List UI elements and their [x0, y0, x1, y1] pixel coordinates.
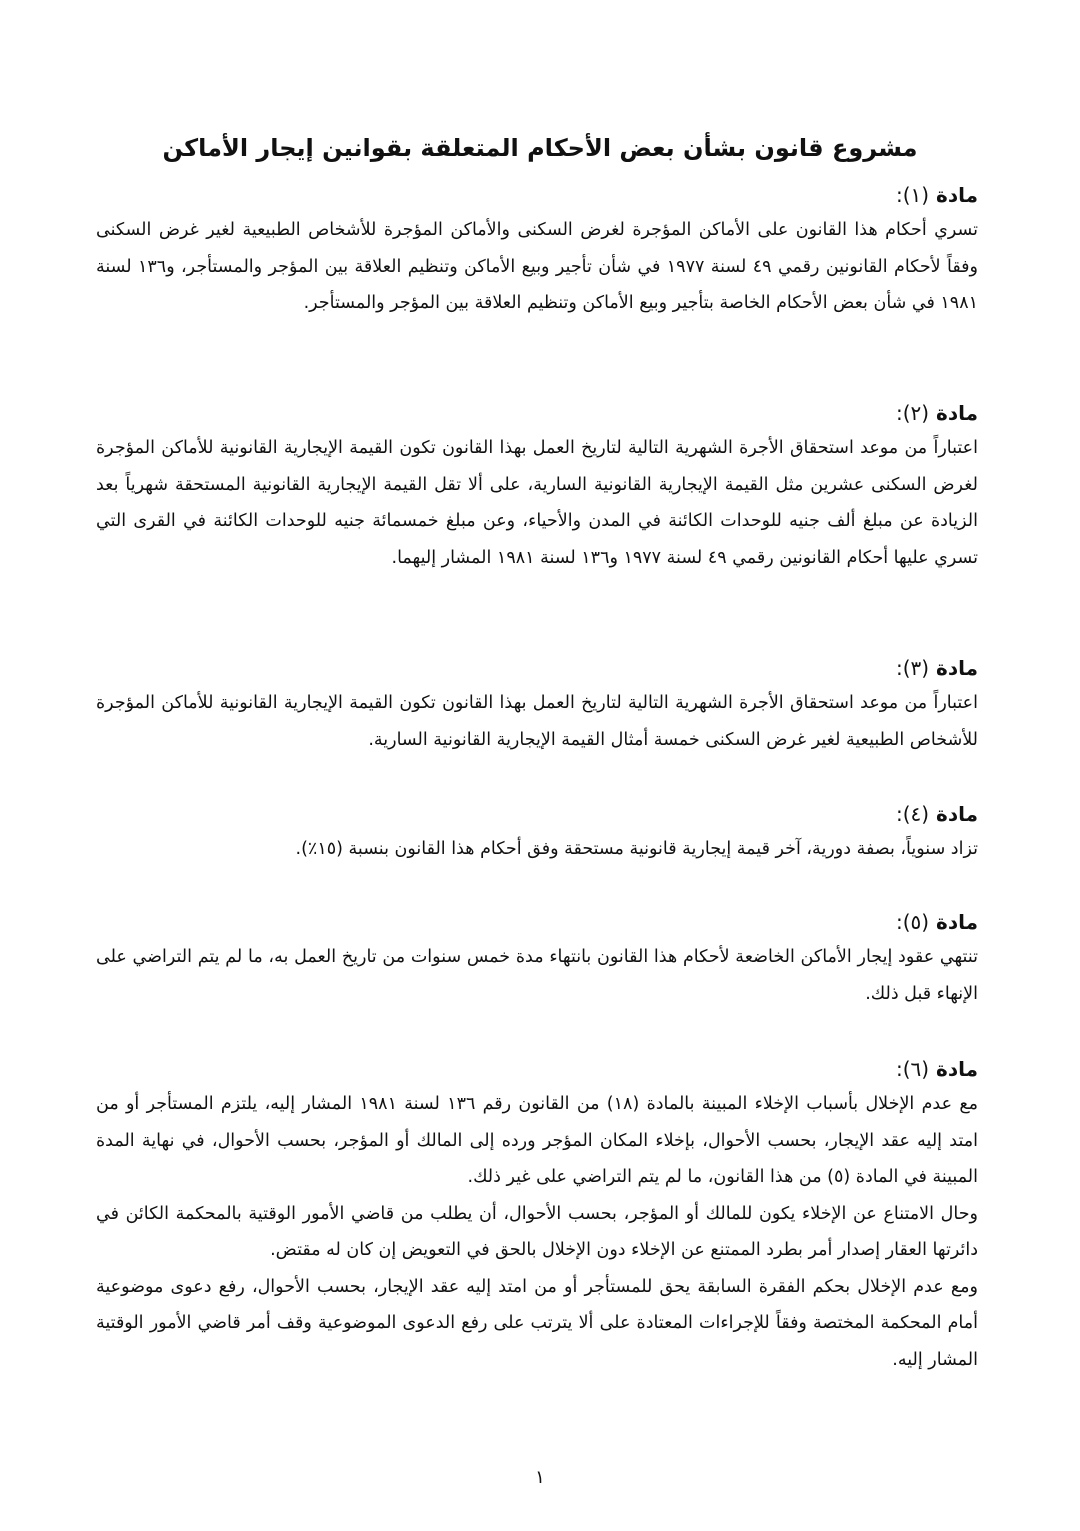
document-title: مشروع قانون بشأن بعض الأحكام المتعلقة بقوانين إيجار الأماكن: [162, 134, 918, 162]
article-paragraph: تنتهي عقود إيجار الأماكن الخاضعة لأحكام هذا القانون بانتهاء مدة خمس سنوات من تاريخ العمل به، ما لم يتم التراضي على الإنهاء قبل ذلك.: [96, 947, 978, 1004]
article-heading: [96, 905, 978, 939]
article-number: (٥):: [895, 910, 930, 934]
article-paragraph: اعتباراً من موعد استحقاق الأجرة الشهرية التالية لتاريخ العمل بهذا القانون تكون القيمة الإيجارية القانونية للأماكن المؤجرة لغرض السكنى عشرين مثل القيمة الإيجارية القانونية السارية، على ألا تقل القيمة الإيجارية القانونية المستحقة شهرياً بعد الزيادة عن مبلغ ألف جنيه للوحدات الكائنة في المدن والأحياء، وعن مبلغ خمسمائة جنيه للوحدات الكائنة في القرى التي تسري عليها أحكام القانونين رقمي ٤٩ لسنة ١٩٧٧ و١٣٦ لسنة ١٩٨١ المشار إليهما.: [96, 438, 978, 568]
article-number: (٦):: [895, 1057, 930, 1081]
article-heading: [96, 396, 978, 430]
article-paragraph: اعتباراً من موعد استحقاق الأجرة الشهرية التالية لتاريخ العمل بهذا القانون تكون القيمة الإيجارية القانونية للأماكن المؤجرة للأشخاص الطبيعية لغير غرض السكنى خمسة أمثال القيمة الإيجارية القانونية السارية.: [96, 693, 978, 750]
article-3: [96, 651, 978, 758]
page-number: ١: [535, 1467, 545, 1488]
article-heading: [96, 797, 978, 831]
article-1: [96, 178, 978, 322]
article-paragraph: مع عدم الإخلال بأسباب الإخلاء المبينة بالمادة (١٨) من القانون رقم ١٣٦ لسنة ١٩٨١ المشار إليه، يلتزم المستأجر أو من امتد إليه عقد الإيجار، بحسب الأحوال، بإخلاء المكان المؤجر ورده إلى المالك أو المؤجر، بحسب الأحوال، في نهاية المدة المبينة في المادة (٥) من هذا القانون، ما لم يتم التراضي على غير ذلك.: [96, 1094, 979, 1187]
article-6: [96, 1052, 978, 1378]
article-heading-label: مادة: [936, 183, 978, 207]
article-number: (١):: [895, 183, 930, 207]
article-heading-label: مادة: [936, 802, 978, 826]
article-heading: [96, 1052, 978, 1086]
article-number: (٣):: [895, 656, 930, 680]
article-4: [96, 797, 978, 868]
article-number: (٢):: [895, 401, 930, 425]
article-paragraph: ومع عدم الإخلال بحكم الفقرة السابقة يحق للمستأجر أو من امتد إليه عقد الإيجار، بحسب الأحوال، رفع دعوى موضوعية أمام المحكمة المختصة وفقاً للإجراءات المعتادة على ألا يترتب على رفع الدعوى الموضوعية وقف أمر قاضي الأمور الوقتية المشار إليه.: [96, 1276, 978, 1370]
article-number: (٤):: [895, 802, 930, 826]
article-heading: [96, 178, 978, 212]
article-2: [96, 396, 978, 576]
article-paragraph: وحال الامتناع عن الإخلاء يكون للمالك أو المؤجر، بحسب الأحوال، أن يطلب من قاضي الأمور الوقتية بالمحكمة الكائن في دائرتها العقار إصدار أمر بطرد الممتنع عن الإخلاء دون الإخلال بالحق في التعويض إن كان له مقتض.: [96, 1203, 978, 1260]
article-heading-label: مادة: [936, 401, 978, 425]
article-paragraph: تسري أحكام هذا القانون على الأماكن المؤجرة لغرض السكنى والأماكن المؤجرة للأشخاص الطبيعية لغير غرض السكنى وفقاً لأحكام القانونين رقمي ٤٩ لسنة ١٩٧٧ في شأن تأجير وبيع الأماكن وتنظيم العلاقة بين المؤجر والمستأجر، و١٣٦ لسنة ١٩٨١ في شأن بعض الأحكام الخاصة بتأجير وبيع الأماكن وتنظيم العلاقة بين المؤجر والمستأجر.: [96, 220, 978, 313]
article-heading: [96, 651, 978, 685]
article-5: [96, 905, 978, 1012]
article-heading-label: مادة: [936, 910, 978, 934]
article-heading-label: مادة: [936, 656, 978, 680]
article-paragraph: تزاد سنوياً، بصفة دورية، آخر قيمة إيجارية قانونية مستحقة وفق أحكام هذا القانون بنسبة (١٥٪).: [295, 839, 978, 859]
article-heading-label: مادة: [936, 1057, 978, 1081]
